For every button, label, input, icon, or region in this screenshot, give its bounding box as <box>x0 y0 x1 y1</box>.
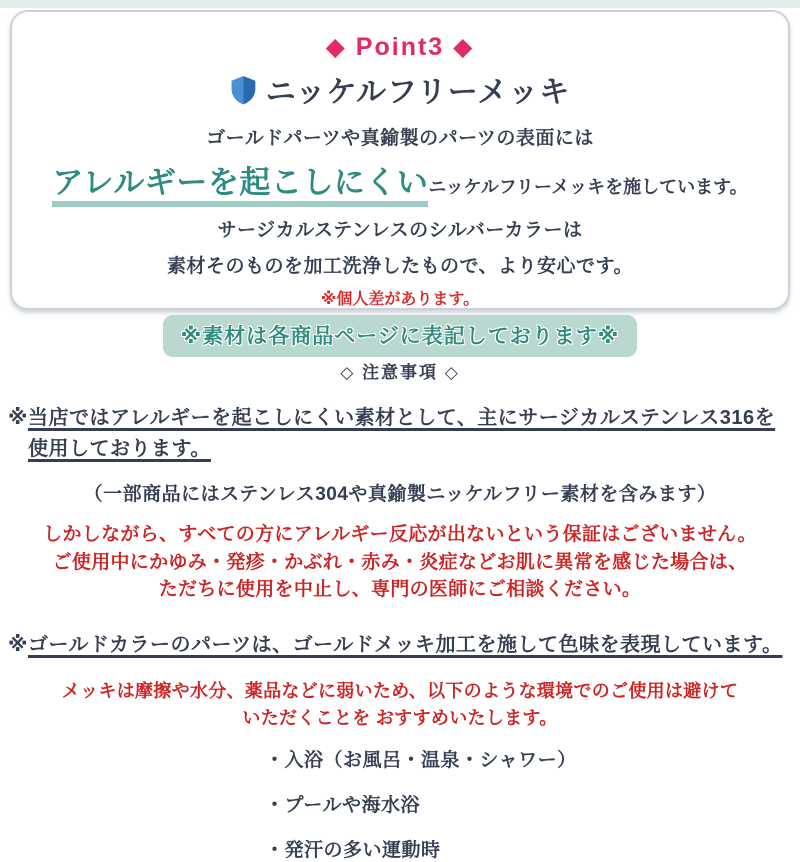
warning2-line: いただくことを おすすめいたします。 <box>242 707 558 728</box>
card-line1: ゴールドパーツや真鍮製のパーツの表面には <box>206 128 594 149</box>
note1-marker: ※ <box>8 407 28 429</box>
note1-text: 当店ではアレルギーを起こしにくい素材として、主にサージカルステンレス316を使用しております。 <box>27 407 776 460</box>
list-item: ・プールや海水浴 <box>265 794 421 816</box>
caution-note-1 <box>8 403 792 465</box>
allergy-warning-paragraph <box>0 521 800 604</box>
warning2-line: メッキは摩擦や水分、薬品などに弱いため、以下のような環境でのご使用は避けて <box>61 680 739 701</box>
card-line3: 素材そのものを加工洗浄したもので、より安心です。 <box>166 256 634 277</box>
note2-text: ゴールドカラーのパーツは、ゴールドメッキ加工を施して色味を表現しています。 <box>27 633 783 656</box>
warning1-line: ご使用中にかゆみ・発疹・かぶれ・赤み・炎症などお肌に異常を感じた場合は、 <box>52 551 748 573</box>
individual-difference-note: ※個人差があります。 <box>320 291 480 308</box>
page-top-strip <box>0 0 800 8</box>
caution-note-2 <box>8 630 792 661</box>
card-title: ニッケルフリーメッキ <box>265 76 571 109</box>
warning1-line: しかしながら、すべての方にアレルギー反応が出ないという保証はございません。 <box>43 524 757 545</box>
caution-note-1-sub: （一部商品にはステンレス304や真鍮製ニッケルフリー素材を含みます） <box>83 484 717 505</box>
caution-heading: ◇ 注意事項 ◇ <box>340 363 460 382</box>
avoid-environment-list <box>265 745 800 862</box>
list-item: ・発汗の多い運動時 <box>265 839 441 861</box>
note2-marker: ※ <box>8 633 28 656</box>
caution-section <box>0 358 800 862</box>
list-item: ・入浴（お風呂・温泉・シャワー） <box>265 749 577 771</box>
shield-icon <box>230 75 257 106</box>
point3-header: ◆ Point3 ◆ <box>325 33 475 61</box>
warning1-line: ただちに使用を中止し、専門の医師にご相談ください。 <box>158 579 642 601</box>
material-info-pill: ※素材は各商品ページに表記しております※ <box>163 315 637 357</box>
allergy-highlight-text: アレルギーを起こしにくい <box>52 165 428 207</box>
highlight-suffix-text: ニッケルフリーメッキを施しています。 <box>428 177 748 197</box>
card-title-row <box>12 67 788 111</box>
plating-warning-paragraph <box>0 678 800 732</box>
card-line2: サージカルステンレスのシルバーカラーは <box>217 220 583 241</box>
point3-card <box>10 10 790 348</box>
card-highlight-row <box>12 157 788 202</box>
